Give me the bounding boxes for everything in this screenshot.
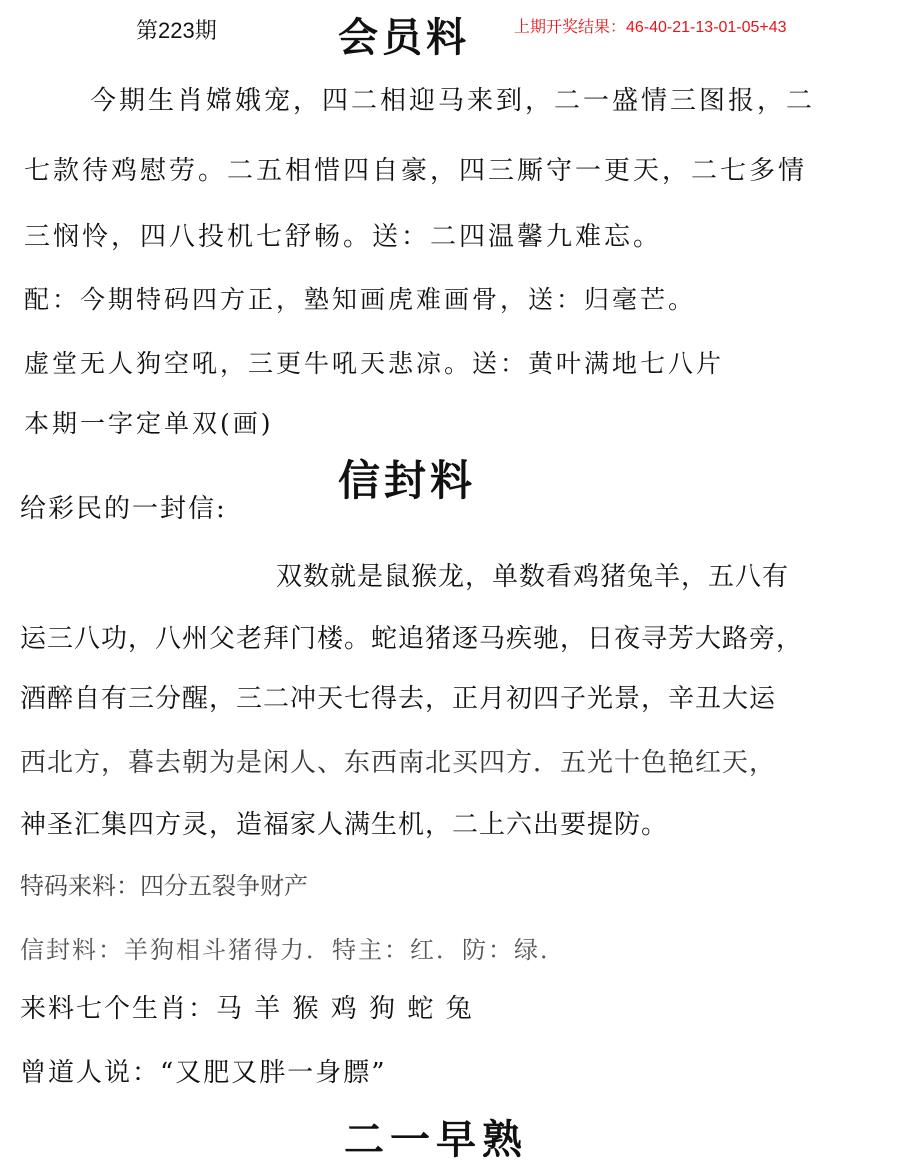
letter-intro: 给彩民的一封信: (20, 494, 227, 524)
last-draw-result: 上期开奖结果：46-40-21-13-01-05+43 (514, 19, 787, 36)
letter-line: 西北方，暮去朝为是闲人、东西南北买四方．五光十色艳红天， (20, 748, 777, 778)
section-title: 信封料 (338, 456, 477, 505)
page-title: 会员料 (338, 14, 470, 61)
envelope-material-line: 信封料：羊狗相斗猪得力．特主：红．防：绿． (20, 936, 566, 964)
special-code-line: 特码来料：四分五裂争财产 (20, 872, 308, 900)
member-line: 今期生肖嫦娥宠，四二相迎马来到，二一盛情三图报，二 (90, 86, 816, 116)
letter-line: 神圣汇集四方灵，造福家人满生机，二上六出要提防。 (20, 810, 669, 840)
member-line: 虚堂无人狗空吼，三更牛吼天悲凉。送：黄叶满地七八片 (24, 349, 725, 378)
member-line: 配：今期特码四方正，塾知画虎难画骨，送：归毫芒。 (24, 285, 697, 314)
seven-zodiacs-line: 来料七个生肖：马 羊 猴 鸡 狗 蛇 兔 (20, 994, 474, 1024)
daoist-saying-line: 曾道人说：“又肥又胖一身膘” (20, 1058, 387, 1088)
member-line: 七款待鸡慰劳。二五相惜四自豪，四三厮守一更天，二七多情 (24, 156, 808, 186)
issue-number: 第223期 (136, 18, 217, 43)
letter-line: 酒醉自有三分醒，三二冲天七得去，正月初四子光景，辛丑大运 (20, 684, 777, 714)
letter-line: 双数就是鼠猴龙，单数看鸡猪兔羊，五八有 (276, 562, 790, 592)
member-line: 本期一字定单双(画) (24, 409, 274, 438)
member-line: 三悯怜，四八投机七舒畅。送：二四温馨九难忘。 (24, 222, 663, 252)
footer-title: 二一早熟 (344, 1116, 528, 1163)
letter-line: 运三八功，八州父老拜门楼。蛇追猪逐马疾驰，日夜寻芳大路旁， (20, 624, 804, 654)
